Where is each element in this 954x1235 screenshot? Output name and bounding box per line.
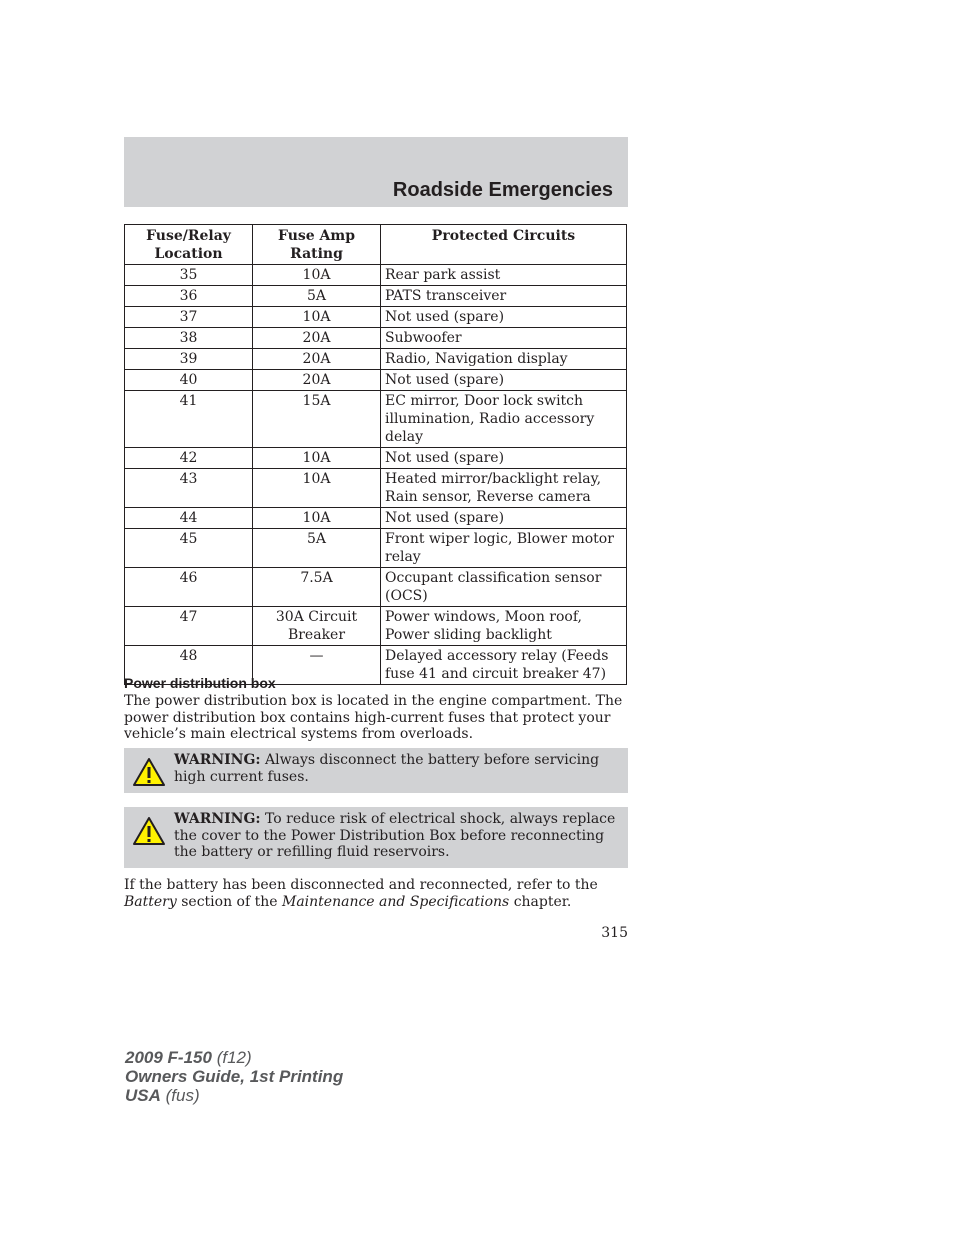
cell-protected-circuits: Power windows, Moon roof, Power sliding backlight [381,607,627,646]
table-row [125,286,627,307]
cell-protected-circuits: Not used (spare) [381,307,627,328]
cell-amp-rating: 10A [253,469,381,508]
page-number: 315 [601,925,628,941]
closing-middle: section of the [181,893,278,910]
cell-amp-rating: 20A [253,349,381,370]
table-row [125,607,627,646]
cell-amp-rating: 7.5A [253,568,381,607]
cell-protected-circuits: Rear park assist [381,265,627,286]
cell-location: 39 [125,349,253,370]
section-header-band [124,137,628,207]
cell-location: 48 [125,646,253,685]
cell-amp-rating: 30A Circuit Breaker [253,607,381,646]
footer-edition-info [125,1048,343,1105]
table-header-row [125,225,627,265]
cell-location: 38 [125,328,253,349]
warning-text: Always disconnect the battery before servicing high current fuses. [174,752,600,785]
cell-amp-rating: 5A [253,529,381,568]
cell-amp-rating: 20A [253,370,381,391]
table-row [125,307,627,328]
cell-location: 47 [125,607,253,646]
table-row [125,349,627,370]
table-row [125,508,627,529]
cell-protected-circuits: Front wiper logic, Blower motor relay [381,529,627,568]
cell-protected-circuits: Heated mirror/backlight relay, Rain sensor, Reverse camera [381,469,627,508]
closing-suffix: chapter. [513,893,572,910]
body-paragraph: The power distribution box is located in the engine compartment. The power distribution box contains high-current fuses that protect your vehicle’s main electrical systems from overloads. [124,693,623,742]
fuse-table-body [125,265,627,685]
cell-amp-rating: — [253,646,381,685]
section-heading: Power distribution box [124,675,276,691]
table-row [125,568,627,607]
footer-line-1 [125,1048,343,1067]
closing-paragraph [124,877,624,910]
cell-location: 46 [125,568,253,607]
warning-triangle-icon [132,816,166,846]
cell-location: 44 [125,508,253,529]
cell-location: 36 [125,286,253,307]
table-row [125,469,627,508]
warning-text: To reduce risk of electrical shock, always replace the cover to the Power Distribution Box before reconnecting the battery or refilling fluid reservoirs. [174,811,616,860]
section-title: Roadside Emergencies [392,179,613,201]
table-row [125,391,627,448]
table-row [125,370,627,391]
footer-model-code: (f12) [216,1048,252,1067]
cell-protected-circuits: Not used (spare) [381,448,627,469]
table-row [125,265,627,286]
warning-box-2 [124,807,628,868]
chapter-reference: Maintenance and Specifications [282,893,510,910]
footer-line-2 [125,1067,343,1086]
cell-amp-rating: 5A [253,286,381,307]
footer-market-code: (fus) [165,1086,200,1105]
cell-amp-rating: 10A [253,448,381,469]
cell-protected-circuits: EC mirror, Door lock switch illumination, Radio accessory delay [381,391,627,448]
cell-protected-circuits: Not used (spare) [381,508,627,529]
table-row [125,529,627,568]
table-row [125,328,627,349]
cell-protected-circuits: Occupant classification sensor (OCS) [381,568,627,607]
cell-location: 40 [125,370,253,391]
cell-protected-circuits: Delayed accessory relay (Feeds fuse 41 and circuit breaker 47) [381,646,627,685]
cell-location: 42 [125,448,253,469]
column-header-location: Fuse/Relay Location [125,225,253,265]
cell-amp-rating: 10A [253,307,381,328]
warning-triangle-icon [132,757,166,787]
cell-protected-circuits: Not used (spare) [381,370,627,391]
cell-location: 41 [125,391,253,448]
footer-printing: Owners Guide, 1st Printing [125,1067,344,1086]
warning-box-1 [124,748,628,793]
cell-protected-circuits: Radio, Navigation display [381,349,627,370]
footer-model: 2009 F-150 [125,1048,212,1067]
table-row [125,448,627,469]
warning-label: WARNING: [174,811,261,827]
battery-reference: Battery [124,893,177,910]
footer-line-3 [125,1086,343,1105]
cell-location: 35 [125,265,253,286]
cell-amp-rating: 20A [253,328,381,349]
warning-label: WARNING: [174,752,261,768]
column-header-amp-rating: Fuse Amp Rating [253,225,381,265]
footer-market: USA [125,1086,161,1105]
cell-amp-rating: 10A [253,265,381,286]
cell-protected-circuits: PATS transceiver [381,286,627,307]
cell-location: 45 [125,529,253,568]
column-header-protected-circuits: Protected Circuits [381,225,627,265]
cell-amp-rating: 15A [253,391,381,448]
cell-amp-rating: 10A [253,508,381,529]
cell-location: 37 [125,307,253,328]
cell-location: 43 [125,469,253,508]
cell-protected-circuits: Subwoofer [381,328,627,349]
fuse-table [124,224,627,685]
closing-prefix: If the battery has been disconnected and reconnected, refer to the [124,877,598,893]
